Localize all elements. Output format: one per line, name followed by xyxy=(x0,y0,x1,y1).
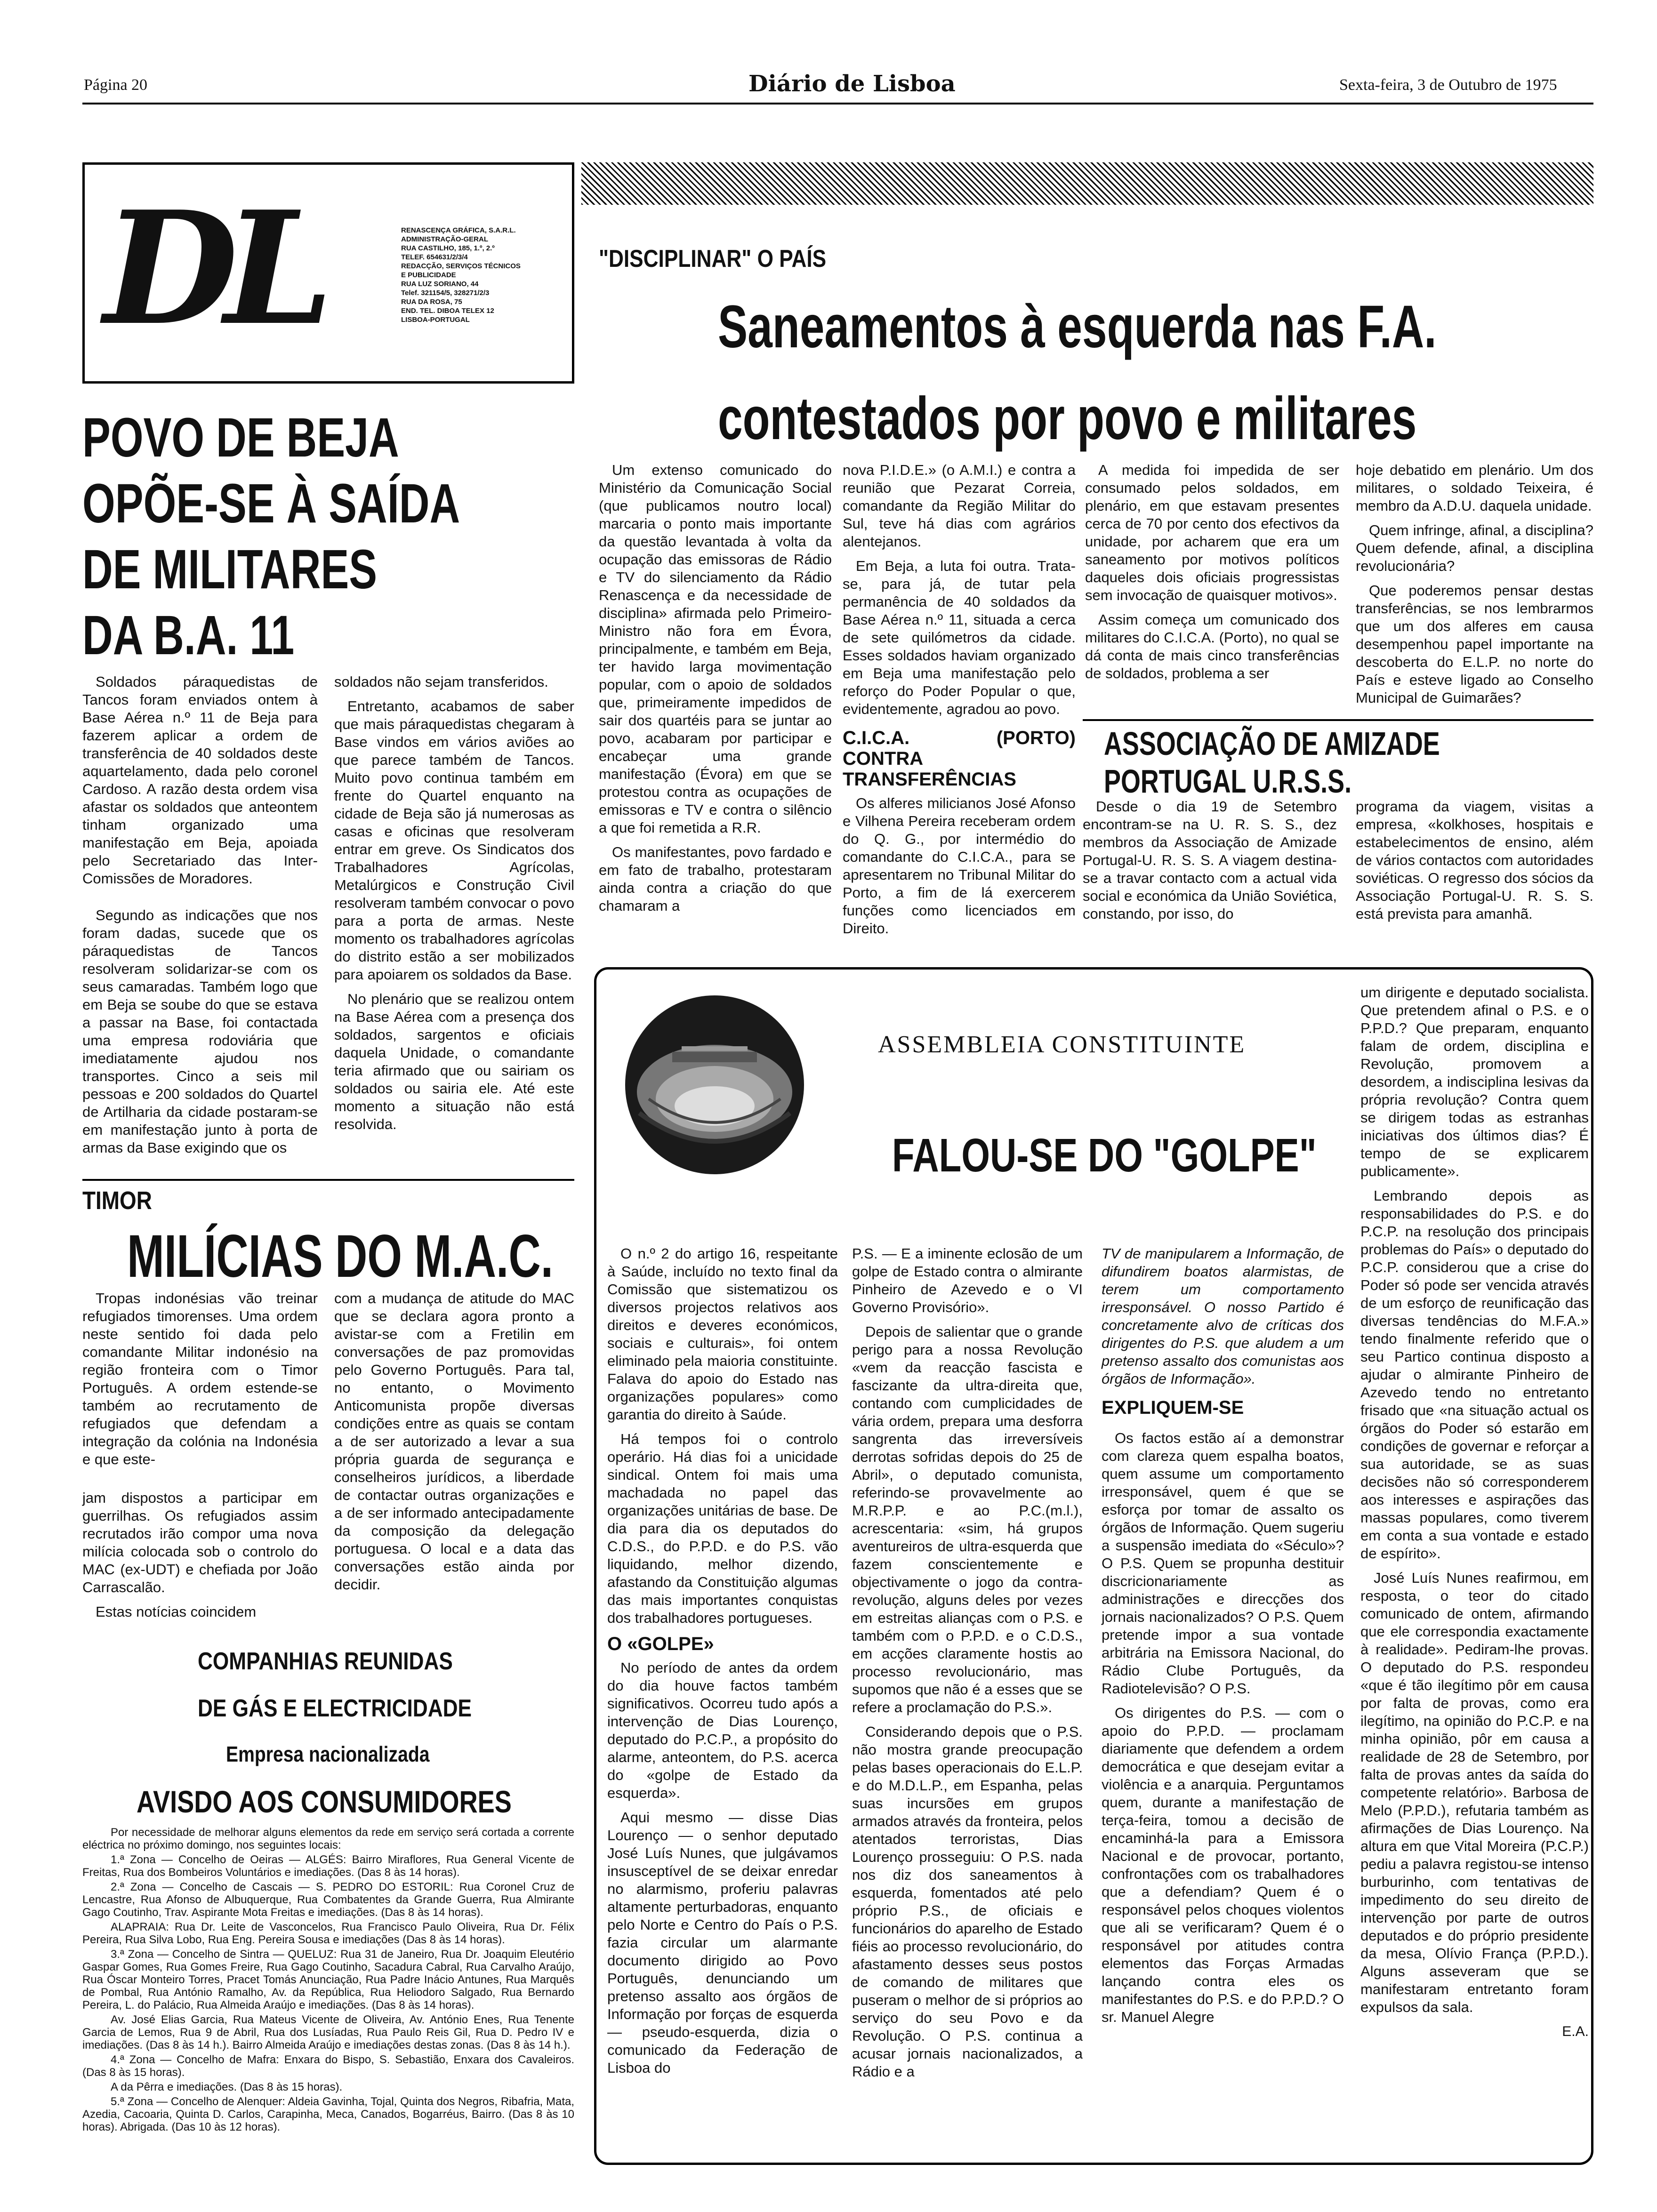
urss-headline-2: PORTUGAL U.R.S.S. xyxy=(1104,763,1352,800)
paragraph: Os factos estão aí a demonstrar com clareza quem espalha boatos, quem assume um comportamento irresponsável, quem é que se esforça por tomar de assalto os órgãos de Informação. Quem sugeriu a suspensão imediata do «Século»? O P.S. Quem se propunha destituir discricionariamente as administrações e direcções dos jornais nacionalizados? O P.S. Quem pretende impor a sua vontade arbitrária na Emissora Nacional, do Rádio Clube Português, da Radiotelevisão? O P.S. xyxy=(1102,1430,1344,1697)
assembleia-headline: FALOU-SE DO "GOLPE" xyxy=(892,1129,1317,1182)
imprint-line: RUA DA ROSA, 75 xyxy=(401,298,462,306)
paragraph: nova P.I.D.E.» (o A.M.I.) e contra a reunião que Pezarat Correia, comandante da Região Militar do Sul, teve há dias com agrários alentejanos. xyxy=(843,462,1076,550)
companhias-line-1: COMPANHIAS REUNIDAS xyxy=(198,1648,453,1675)
hatched-banner xyxy=(581,162,1593,205)
expliquem-subhead: EXPLIQUEM-SE xyxy=(1102,1397,1244,1418)
assembleia-top-right-col xyxy=(1360,984,1589,2041)
dl-logo: DL xyxy=(104,177,320,360)
companhias-body xyxy=(82,1826,574,2135)
assembleia-col-1 xyxy=(607,1245,838,2084)
paper-name: Diário de Lisboa xyxy=(748,71,956,97)
imprint-line: REDACÇÃO, SERVIÇOS TÉCNICOS xyxy=(401,262,521,270)
paragraph: Entretanto, acabamos de saber que mais páraquedistas chegaram à Base vindos em vários aviões ao que parece também de Tancos. Muito povo continua também em frente do Quartel enquanto na cidade de Beja são já numerosas as casas e oficinas que resolveram entrar em greve. Os Sindicatos dos Trabalhadores Agrícolas, Metalúrgicos e Construção Civil resolveram também convocar o povo para a porta de armas. Neste momento os trabalhadores agrícolas do distrito estão a ser mobilizados para apoiarem os soldados da Base. xyxy=(334,698,575,983)
paragraph: Em Beja, a luta foi outra. Trata-se, para já, de tutar pela permanência de 40 soldados da Base Aérea n.º 11, situada a cerca de sete quilómetros da cidade. Esses soldados haviam organizado em Beja uma manifestação pelo reforço do Poder Popular o que, evidentemente, agradou ao povo. xyxy=(843,558,1076,717)
imprint-line: E PUBLICIDADE xyxy=(401,271,456,279)
paragraph: Assim começa um comunicado dos militares do C.I.C.A. (Porto), no qual se dá conta de mais cinco transferências de soldados, problema a ser xyxy=(1085,611,1339,681)
imprint-line: Telef. 321154/5, 328271/2/3 xyxy=(401,289,490,297)
paragraph: Que poderemos pensar destas transferências, se nos lembrarmos que um dos alferes em causa desempenhou papel importante na descoberta do E.L.P. no norte do País e esteve ligado ao Conselho Municipal de Guimarães? xyxy=(1356,582,1593,706)
cica-subhead: C.I.C.A. (PORTO) CONTRA TRANSFERÊNCIAS xyxy=(843,728,1076,790)
paragraph: Tropas indonésias vão treinar refugiados timorenses. Uma ordem neste sentido foi dada pelo comandante Militar indonésio na região fronteira com o Timor Português. A ordem estende-se também ao recrutamento de refugiados que defendam a integração da colónia na Indonésia e que este- xyxy=(82,1290,318,1467)
masthead-rule xyxy=(82,103,1593,104)
timor-kicker: TIMOR xyxy=(82,1186,152,1215)
paragraph: Soldados páraquedistas de Tancos foram enviados ontem à Base Aérea n.º 11 de Beja para fazerem aplicar a ordem de transferência de 40 soldados deste aquartelamento, dada pelo coronel Cardoso. A razão desta ordem visa afastar os soldados que anteontem tinham organizado uma manifestação em Beja, apoiada pelo Secretariado das Inter-Comissões de Moradores. xyxy=(82,673,318,887)
disciplinar-col-3 xyxy=(1085,461,1339,689)
beja-headline-4: DA B.A. 11 xyxy=(82,604,295,666)
urss-col-2 xyxy=(1356,798,1593,930)
companhias-line-4: AVISDO AOS CONSUMIDORES xyxy=(137,1784,512,1819)
page-number: Página 20 xyxy=(84,76,148,94)
beja-headline-1: POVO DE BEJA xyxy=(82,407,399,469)
paragraph: Estas notícias coincidem xyxy=(96,1603,257,1620)
urss-headline-1: ASSOCIAÇÃO DE AMIZADE xyxy=(1104,725,1440,762)
paragraph: No período de antes da ordem do dia houve factos também significativos. Ocorreu tudo após a intervenção de Dias Lourenço, deputado do P.C.P., a propósito do alarme, anteontem, do P.S. acerca do «golpe de Estado da esquerda». xyxy=(607,1659,838,1801)
timor-rule xyxy=(82,1179,574,1181)
paragraph: O n.º 2 do artigo 16, respeitante à Saúde, incluído no texto final da Comissão que sistematizou os diversos projectos relativos aos direitos e deveres económicos, sociais e culturais», foi ontem eliminado pela maioria constituinte. Falava do apoio do Estado nas organizações populares» como garantia do direito à Saúde. xyxy=(607,1245,838,1423)
disciplinar-col-4 xyxy=(1356,461,1593,713)
paragraph: ALAPRAIA: Rua Dr. Leite de Vasconcelos, Rua Francisco Paulo Oliveira, Rua Dr. Félix Pereira, Rua Silva Lobo, Rua Eng. Pereira Sousa e imediações (Das 8 às 14 horas). xyxy=(82,1921,574,1946)
assembleia-col-2 xyxy=(852,1245,1083,2087)
companhias-line-2: DE GÁS E ELECTRICIDADE xyxy=(198,1695,472,1722)
paragraph: Por necessidade de melhorar alguns elementos da rede em serviço será cortada a corrente eléctrica no próximo domingo, nos seguintes locais: xyxy=(82,1826,574,1851)
paragraph: 1.ª Zona — Concelho de Oeiras — ALGÉS: Bairro Miraflores, Rua General Vicente de Freitas, Rua dos Bombeiros Voluntários e imediações. (Das 8 às 14 horas). xyxy=(82,1853,574,1879)
imprint-line: RENASCENÇA GRÁFICA, S.A.R.L. xyxy=(401,226,516,234)
paragraph: Desde o dia 19 de Setembro encontram-se na U. R. S. S., dez membros da Associação de Amizade Portugal-U. R. S. S. A viagem destina-se a travar contacto com a actual vida social e económica da União Soviética, constando, por isso, do xyxy=(1083,798,1337,922)
urss-col-1 xyxy=(1083,798,1337,930)
imprint-line: RUA LUZ SORIANO, 44 xyxy=(401,280,479,288)
paragraph: jam dispostos a participar em guerrilhas. Os refugiados assim recrutados irão compor uma nova milícia colocada sob o controlo do MAC (ex-UDT) e chefiada por João Carrascalão. xyxy=(82,1490,318,1595)
disciplinar-headline-2: contestados por povo e militares xyxy=(718,385,1417,452)
paragraph: Os alferes milicianos José Afonso e Vilhena Pereira receberam ordem do Q. G., por intermédio do comandante do C.I.C.A., para se apresentarem no Tribunal Militar do Porto, a fim de lá exercerem funções como licenciados em Direito. xyxy=(843,795,1076,937)
disciplinar-kicker: "DISCIPLINAR" O PAÍS xyxy=(599,245,827,272)
paragraph: Aqui mesmo — disse Dias Lourenço — o senhor deputado José Luís Nunes, que julgávamos insusceptível de se deixar enredar no alarmismo, proferiu palavras altamente perturbadoras, enquanto pelo Norte e Centro do País o P.S. fazia circular um alarmante documento dirigido ao Povo Português, denunciando um pretenso assalto aos órgãos de Informação por forças de esquerda — pseudo-esquerda, dizia o comunicado da Federação de Lisboa do xyxy=(607,1809,838,2076)
companhias-line-3: Empresa nacionalizada xyxy=(226,1742,430,1766)
beja-col-1 xyxy=(82,673,318,1163)
paragraph: Quem infringe, afinal, a disciplina? Quem defende, afinal, a disciplina revolucionária? xyxy=(1356,522,1593,574)
paragraph: 4.ª Zona — Concelho de Mafra: Enxara do Bispo, S. Sebastião, Enxara dos Cavaleiros. (Das 8 às 15 horas). xyxy=(82,2053,574,2079)
imprint xyxy=(401,226,556,324)
paragraph: programa da viagem, visitas a empresa, «kolkhoses, hospitais e estabelecimentos de ensino, além de vários contactos com autoridades soviéticas. O regresso dos sócios da Associação Portugal-U. R. S. S. está prevista para amanhã. xyxy=(1356,798,1593,922)
disciplinar-col-2 xyxy=(843,461,1076,944)
imprint-line: LISBOA-PORTUGAL xyxy=(401,316,470,324)
paragraph: Os manifestantes, povo fardado e em fato de trabalho, protestaram ainda contra a criação do que chamaram a xyxy=(599,844,832,914)
paragraph: TV de manipularem a Informação, de difundirem boatos alarmistas, de terem um comportamento irresponsável. O nosso Partido é concretamente alvo de críticas dos dirigentes do P.S. que aludem a um pretenso assalto dos comunistas aos órgãos de Informação». xyxy=(1102,1245,1344,1387)
paragraph: 2.ª Zona — Concelho de Cascais — S. PEDRO DO ESTORIL: Rua Coronel Cruz de Lencastre, Rua Afonso de Albuquerque, Rua Combatentes da Grande Guerra, Rua Almirante Gago Coutinho, Trav. Aspirante Mota Freitas e imediações. (Das 8 às 14 horas). xyxy=(82,1881,574,1919)
paragraph: A da Pêrra e imediações. (Das 8 às 15 horas). xyxy=(111,2081,343,2093)
imprint-line: ADMINISTRAÇÃO-GERAL xyxy=(401,235,488,243)
paragraph: com a mudança de atitude do MAC que se declara agora pronto a avistar-se com a Fretilin em conversações de paz promovidas pelo Governo Português. Para tal, no entanto, o Movimento Anticomunista propõe diversas condições entre as quais se contam a de ser autorizado a levar a sua própria guarda de segurança e conselheiros jurídicos, a liberdade de contactar outras organizações e a de ser informado antecipadamente da composição da delegação portuguesa. O local e a data das conversações estão ainda por decidir. xyxy=(334,1290,574,1593)
urss-rule xyxy=(1083,719,1593,721)
paragraph: Av. José Elias Garcia, Rua Mateus Vicente de Oliveira, Av. António Enes, Rua Tenente Garcia de Lemos, Rua 9 de Abril, Rua dos Lusíadas, Rua Paulo Reis Gil, Rua D. Pedro IV e imediações. (Das 8 às 14 h.). Bairro Almeida Araújo e imediações destas zonas. (Das 8 às 14 h.). xyxy=(82,2013,574,2052)
beja-headline-2: OPÕE-SE À SAÍDA xyxy=(82,473,460,535)
assembleia-col-3 xyxy=(1102,1245,1344,2033)
signature: E.A. xyxy=(1562,2024,1589,2039)
paragraph: 3.ª Zona — Concelho de Sintra — QUELUZ: Rua 31 de Janeiro, Rua Dr. Joaquim Eleutério Gaspar Gomes, Rua Gomes Freire, Rua Gago Coutinho, Sacadura Cabral, Rua Carvalho Araújo, Rua Óscar Monteiro Torres, Pracet Tomás Anunciação, Rua Padre Inácio Antunes, Rua Marquês de Pombal, Rua António Ramalho, Av. da República, Rua Heliodoro Salgado, Rua Bernardo Pereira, L. do Palácio, Rua Almeida Araújo e imediações. (Das 8 às 14 horas). xyxy=(82,1948,574,2012)
paragraph: P.S. — E a iminente eclosão de um golpe de Estado contra o almirante Pinheiro de Azevedo e o VI Governo Provisório». xyxy=(852,1245,1083,1315)
paragraph: Considerando depois que o P.S. não mostra grande preocupação pelas bases operacionais do E.L.P. e do M.D.L.P., em Espanha, pelas suas incursões em grupos armados através da fronteira, pelos atentados terroristas, Dias Lourenço prosseguiu: O P.S. nada nos diz dos saneamentos à esquerda, fomentados até pelo próprio P.S., de oficiais e funcionários do aparelho de Estado fiéis ao processo revolucionário, do afastamento desses seus postos de comando de militares que puseram o melhor de si próprios ao serviço do seu Povo e da Revolução. O P.S. continua a acusar jornais nacionalizados, a Rádio e a xyxy=(852,1723,1083,2080)
beja-headline-3: DE MILITARES xyxy=(82,538,378,601)
paragraph: Lembrando depois as responsabilidades do P.S. e do P.C.P. na resolução dos principais problemas do País» o deputado do P.C.P. considerou que a crise do Poder só pode ser vencida através de um esforço de reunificação das diversas tendências do M.F.A.» tendo finalmente referido que o seu Partico continua disposto a ajudar o almirante Pinheiro de Azevedo tendo no entretanto frisado que «na situação actual os órgãos do Poder só estarão em condições de governar e reforçar a sua autoridade, se as suas decisões não só corresponderem aos interesses e aspirações das massas populares, como tiverem em conta a sua vontade e estado de espírito». xyxy=(1360,1187,1589,1562)
paragraph: No plenário que se realizou ontem na Base Aérea com a presença dos soldados, sargentos e oficiais daquela Unidade, o comandante teria afirmado que ou sairiam os soldados ou sairia ele. Até este momento a situação não está resolvida. xyxy=(334,991,574,1132)
assembleia-kicker: ASSEMBLEIA CONSTITUINTE xyxy=(878,1031,1246,1058)
timor-col-1 xyxy=(82,1290,318,1627)
paragraph: Há tempos foi o controlo operário. Há dias foi a unicidade sindical. Ontem foi mais uma machadada no papel das organizações unitárias de base. De dia para dia os deputados do C.D.S., do P.P.D. e do P.S. vão liquidando, melhor dizendo, afastando da Constituição algumas das mais importantes conquistas dos trabalhadores portugueses. xyxy=(607,1431,838,1626)
timor-headline: MILÍCIAS DO M.A.C. xyxy=(127,1223,554,1290)
paragraph: um dirigente e deputado socialista. Que pretendem afinal o P.S. e o P.P.D.? Que preparam, enquanto falam de ordem, disciplina e Revolução, promovem a desordem, a indisciplina lesivas da própria revolução? Contra quem se dirigem todas as estranhas iniciativas dos últimos dias? É tempo de se explicarem publicamente». xyxy=(1360,984,1589,1179)
paragraph: Os dirigentes do P.S. — com o apoio do P.P.D. — proclamam diariamente que defendem a ordem democrática e que desejam evitar a violência e a anarquia. Perguntamos quem, durante a manifestação de terça-feira, tomou a decisão de encaminhá-la para a Emissora Nacional e de provocar, portanto, confrontações com os trabalhadores que a defendiam? Quem é o responsável pelos choques violentos que ali se verificaram? Quem é o responsável por atitudes contra elementos das Forças Armadas lançando contra eles os manifestantes do P.S. e do P.P.D.? O sr. Manuel Alegre xyxy=(1102,1705,1344,2025)
paragraph: Um extenso comunicado do Ministério da Comunicação Social (que publicamos noutro local) marcaria o ponto mais importante da questão levantada à volta da ocupação das emissoras de Rádio e TV do silenciamento da Rádio Renascença e da necessidade de disciplina» afirmada pelo Primeiro-Ministro não fora em Évora, principalmente, e também em Beja, ter havido larga movimentação popular, com o apoio de soldados que, primeiramente impedidos de sair dos quartéis para se juntar ao povo, acabaram por participar e encabeçar uma grande manifestação (Évora) em que se protestou contra as ocupações de emissoras e TV e contra o silêncio a que foi remetida a R.R. xyxy=(599,462,832,836)
beja-col-2 xyxy=(334,673,574,1140)
issue-date: Sexta-feira, 3 de Outubro de 1975 xyxy=(1339,76,1557,94)
paragraph: José Luís Nunes reafirmou, em resposta, o teor do citado comunicado de ontem, afirmando que ele correspondia exactamente à realidade». Pediram-lhe provas. O deputado do P.S. respondeu «que é tão ilegítimo pôr em causa por falta de provas, como era ilegítimo, na opinião do P.C.P. e na minha opinião, pôr em causa a realidade de 28 de Setembro, por falta de provas antes da saída do competente relatório». Barbosa de Melo (P.P.D.), refutaria também as afirmações de Dias Lourenço. Na altura em que Vital Moreira (P.C.P.) pediu a palavra registou-se intenso burburinho, com tentativas de impedimento do seu direito de intervenção por parte de outros deputados e do próprio presidente da mesa, Olívio França (P.P.D.). Alguns asseveram que se manifestaram entretanto foram expulsos da sala. xyxy=(1360,1570,1589,2015)
disciplinar-col-1 xyxy=(599,461,832,922)
imprint-line: TELEF. 654631/2/3/4 xyxy=(401,253,468,261)
assembly-chamber-photo xyxy=(620,991,809,1179)
golpe-subhead: O «GOLPE» xyxy=(607,1634,714,1654)
logo-box xyxy=(82,162,574,384)
paragraph: hoje debatido em plenário. Um dos militares, o soldado Teixeira, é membro da A.D.U. daquela unidade. xyxy=(1356,462,1593,514)
paragraph: 5.ª Zona — Concelho de Alenquer: Aldeia Gavinha, Tojal, Quinta dos Negros, Ribafria, Mata, Azedia, Cacoaria, Quinta D. Carlos, Carapinha, Meca, Canados, Bogarréus, Bairro. (Das 8 às 10 horas). Abrigada. (Das 10 às 12 horas). xyxy=(82,2095,574,2133)
paragraph: A medida foi impedida de ser consumado pelos soldados, em plenário, em que estavam presentes cerca de 70 por cento dos efectivos da unidade, por acharem que era um saneamento por motivos políticos daqueles dois oficiais progressistas sem invocação de quaisquer motivos». xyxy=(1085,462,1339,603)
paragraph: soldados não sejam transferidos. xyxy=(334,673,548,690)
paragraph: Segundo as indicações que nos foram dadas, sucede que os páraquedistas de Tancos resolveram solidarizar-se com os seus camaradas. Também logo que em Beja se soube do que se estava a passar na Base, foi contactada uma empresa rodoviária que imediatamente ajudou nos transportes. Cinco a seis mil pessoas e 200 soldados do Quartel de Artilharia da cidade postaram-se em manifestação junto à porta de armas da Base exigindo que os xyxy=(82,907,318,1156)
timor-col-2 xyxy=(334,1290,574,1600)
imprint-line: RUA CASTILHO, 185, 1.º, 2.º xyxy=(401,244,495,252)
paragraph: Depois de salientar que o grande perigo para a nossa Revolução «vem da reacção fascista e fascizante da ultra-direita que, contando com cumplicidades de vária ordem, prepara uma desforra sangrenta das irreversíveis derrotas sofridas depois do 25 de Abril», o deputado comunista, referindo-se provavelmente ao M.R.P.P. e ao P.C.(m.l.), acrescentaria: «sim, há grupos aventureiros de ultra-esquerda que fazem conscientemente e objectivamente o jogo da contra-revolução, alguns deles por vezes em estreitas alianças com o P.S. e também com o P.P.D. e o C.D.S., em acções claramente hostis ao processo revolucionário, mas supomos que não é a esses que se refere a proclamação do P.S.». xyxy=(852,1323,1083,1715)
imprint-line: END. TEL. DIBOA TELEX 12 xyxy=(401,307,494,315)
disciplinar-headline-1: Saneamentos à esquerda nas F.A. xyxy=(718,293,1437,361)
